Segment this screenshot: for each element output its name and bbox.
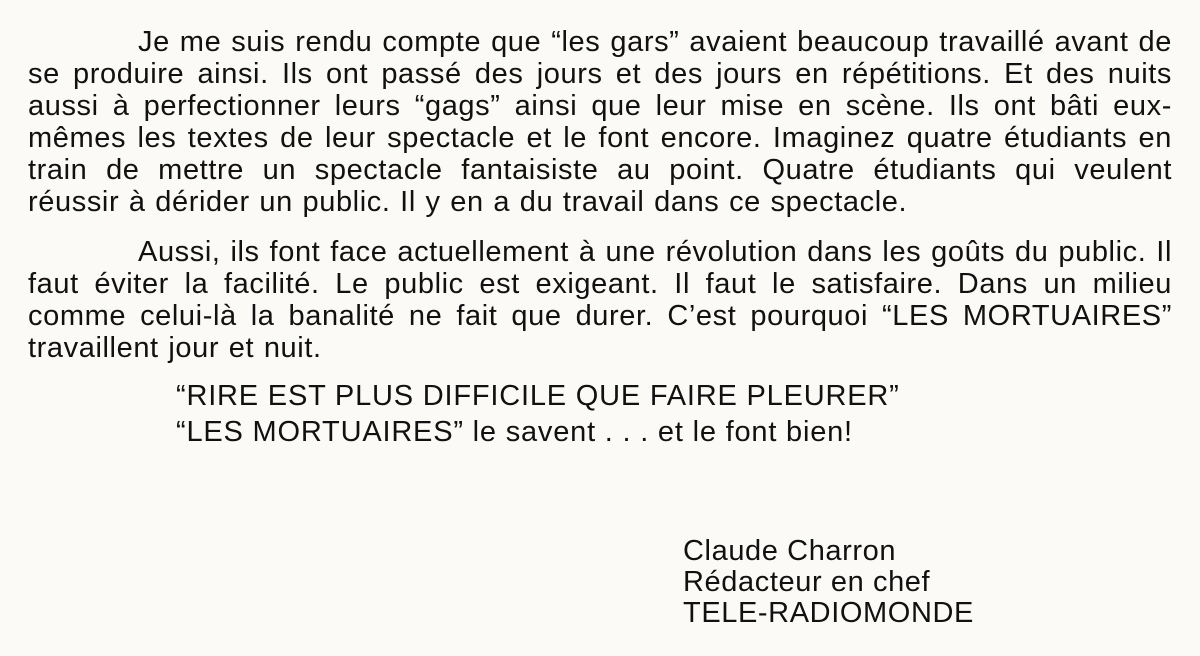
paragraph-2: Aussi, ils font face actuellement à une révolution dans les goûts du public. Il faut éviter la facilité. Le public est exigeant. Il faut le satisfaire. Dans un milieu comme celui-là la banalité ne fait que durer. C’est pourquoi “LES MORTUAIRES” travaillent jour et nuit. bbox=[28, 236, 1172, 364]
quote-block bbox=[176, 378, 1172, 450]
paragraph-1: Je me suis rendu compte que “les gars” avaient beaucoup travaillé avant de se produire ainsi. Ils ont passé des jours et des jours en répétitions. Et des nuits aussi à perfectionner leurs “gags” ainsi que leur mise en scène. Ils ont bâti eux-mêmes les textes de leur spectacle et le font encore. Imaginez quatre étudiants en train de mettre un spectacle fantaisiste au point. Quatre étudiants qui veulent réussir à dérider un public. Il y en a du travail dans ce spectacle. bbox=[28, 26, 1172, 218]
quote-line-1: “RIRE EST PLUS DIFFICILE QUE FAIRE PLEURER” bbox=[176, 380, 900, 412]
quote-line-2: “LES MORTUAIRES” le savent . . . et le font bien! bbox=[176, 416, 853, 448]
signature-block bbox=[683, 536, 974, 629]
signature-publication: TELE-RADIOMONDE bbox=[683, 597, 974, 629]
signature-name: Claude Charron bbox=[683, 535, 897, 567]
signature-role: Rédacteur en chef bbox=[683, 566, 931, 598]
